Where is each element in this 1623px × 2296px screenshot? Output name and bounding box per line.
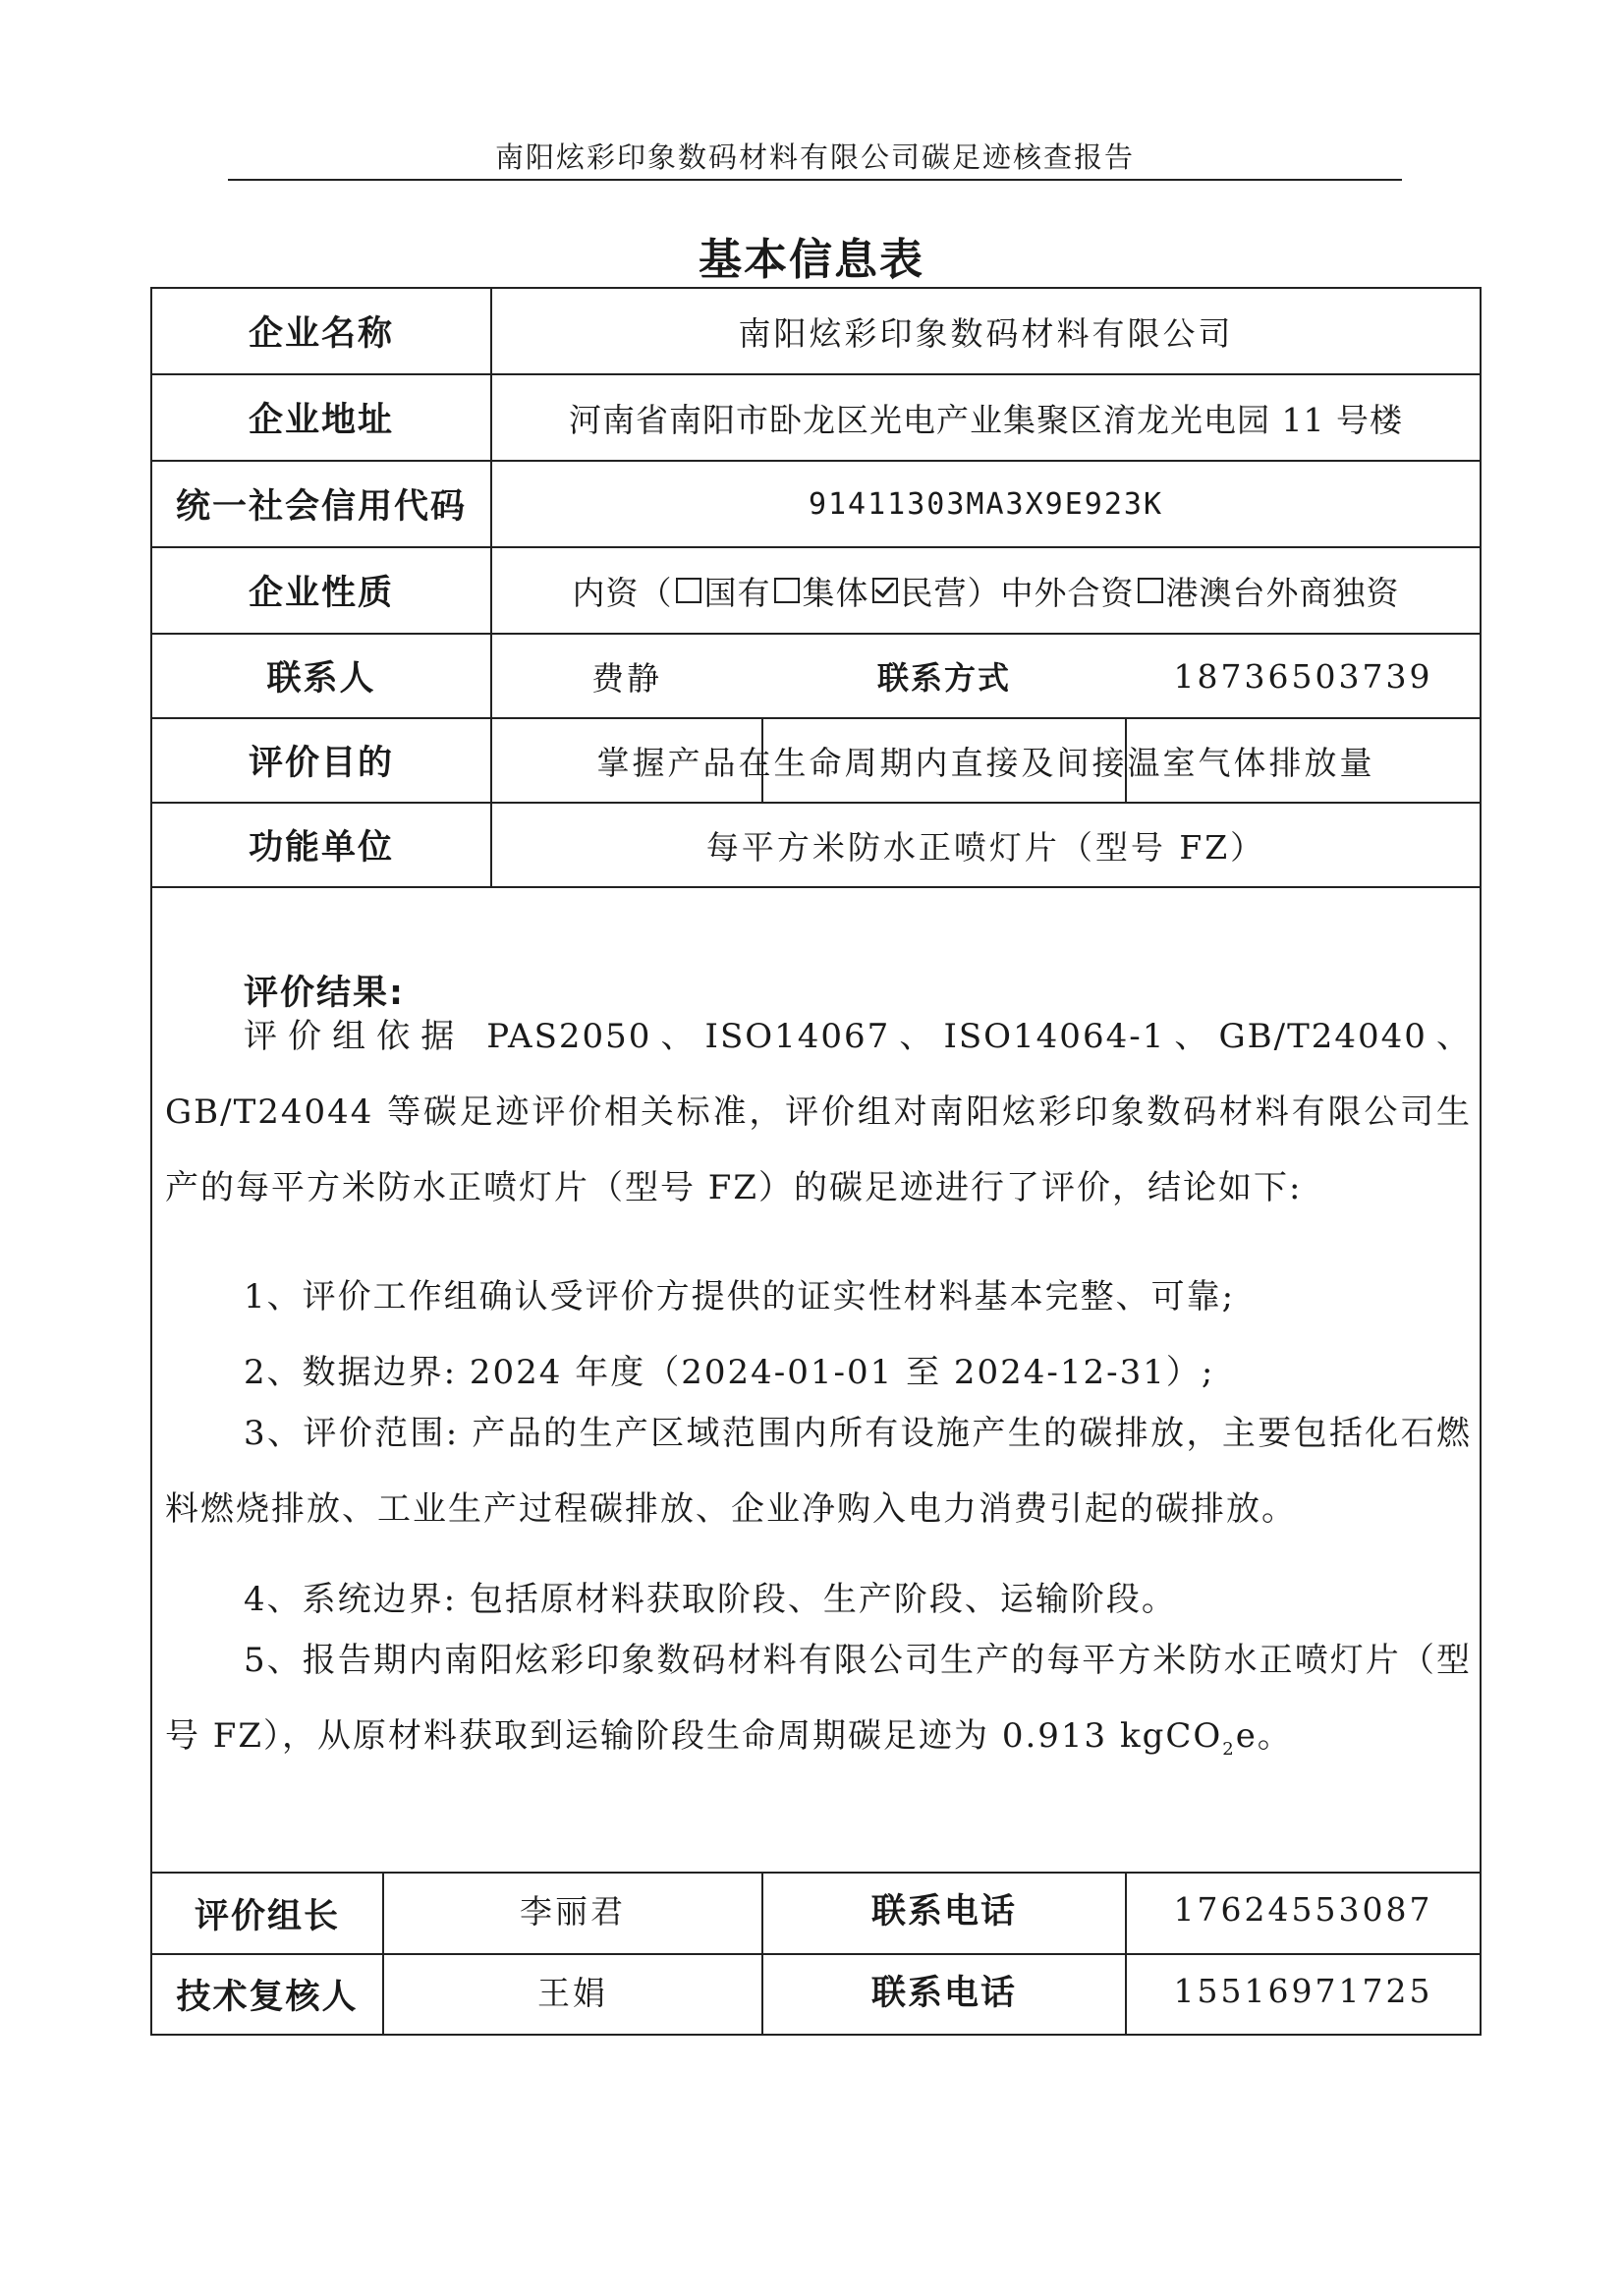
contact-phone: 18736503739 (1173, 656, 1433, 696)
result-item-5: 5、报告期内南阳炫彩印象数码材料有限公司生产的每平方米防水正喷灯片（型号 FZ），从原材料获取到运输阶段生命周期碳足迹为 0.913 kgCO$_2$e。 (165, 1641, 1472, 1760)
company-name-label: 企业名称 (248, 314, 394, 354)
nature-options: 内资（ 国有 集体 民营 ）中外合资 港澳台外商独资 (572, 573, 1400, 612)
leader-phone: 17624553087 (1173, 1889, 1433, 1929)
leader-phone-label: 联系电话 (870, 1892, 1017, 1932)
page-header: 南阳炫彩印象数码材料有限公司碳足迹核查报告 (494, 140, 1135, 174)
reviewer-name: 王娟 (537, 1973, 608, 2012)
contact-name: 费静 (591, 658, 662, 698)
leader-label: 评价组长 (194, 1896, 340, 1936)
functional-unit-value: 每平方米防水正喷灯片（型号 FZ） (705, 827, 1266, 867)
checkbox-state-owned[interactable] (676, 578, 701, 603)
purpose-value: 掌握产品在生命周期内直接及间接温室气体排放量 (596, 743, 1375, 782)
reviewer-phone: 15516971725 (1173, 1971, 1433, 2010)
reviewer-label: 技术复核人 (176, 1978, 359, 2017)
reviewer-phone-label: 联系电话 (870, 1974, 1017, 2013)
functional-unit-label: 功能单位 (248, 828, 394, 868)
purpose-label: 评价目的 (248, 744, 394, 783)
nature-label: 企业性质 (248, 574, 394, 613)
results-intro: 评价组依据 PAS2050、ISO14067、ISO14064-1、GB/T24040、GB/T24044 等碳足迹评价相关标准，评价组对南阳炫彩印象数码材料有限公司生产的每平方米防水正喷灯片（型号 FZ）的碳足迹进行了评价，结论如下: (165, 1017, 1472, 1207)
contact-method-label: 联系方式 (876, 659, 1011, 697)
info-table (150, 287, 1482, 888)
page-title: 基本信息表 (699, 235, 924, 285)
checkbox-hk-macao-taiwan-foreign[interactable] (1138, 578, 1163, 603)
result-item-3: 3、评价范围: 产品的生产区域范围内所有设施产生的碳排放，主要包括化石燃料燃烧排放、工业生产过程碳排放、企业净购入电力消费引起的碳排放。 (165, 1414, 1472, 1529)
header-rule (228, 179, 1402, 181)
result-item-4: 4、系统边界: 包括原材料获取阶段、生产阶段、运输阶段。 (244, 1580, 1177, 1619)
checkbox-collective[interactable] (774, 578, 800, 603)
company-name-value: 南阳炫彩印象数码材料有限公司 (738, 313, 1234, 353)
results-heading: 评价结果: (244, 974, 405, 1013)
contact-label: 联系人 (266, 659, 376, 699)
signoff-table (150, 1872, 1482, 2036)
address-value: 河南省南阳市卧龙区光电产业集聚区淯龙光电园 11 号楼 (569, 400, 1403, 439)
credit-code-label: 统一社会信用代码 (175, 487, 467, 527)
result-item-2: 2、数据边界: 2024 年度（2024-01-01 至 2024-12-31）; (244, 1353, 1215, 1392)
leader-name: 李丽君 (520, 1891, 626, 1931)
credit-code-value: 91411303MA3X9E923K (808, 486, 1164, 522)
checkbox-private[interactable] (872, 578, 898, 603)
address-label: 企业地址 (248, 401, 394, 440)
result-item-1: 1、评价工作组确认受评价方提供的证实性材料基本完整、可靠; (244, 1277, 1236, 1316)
